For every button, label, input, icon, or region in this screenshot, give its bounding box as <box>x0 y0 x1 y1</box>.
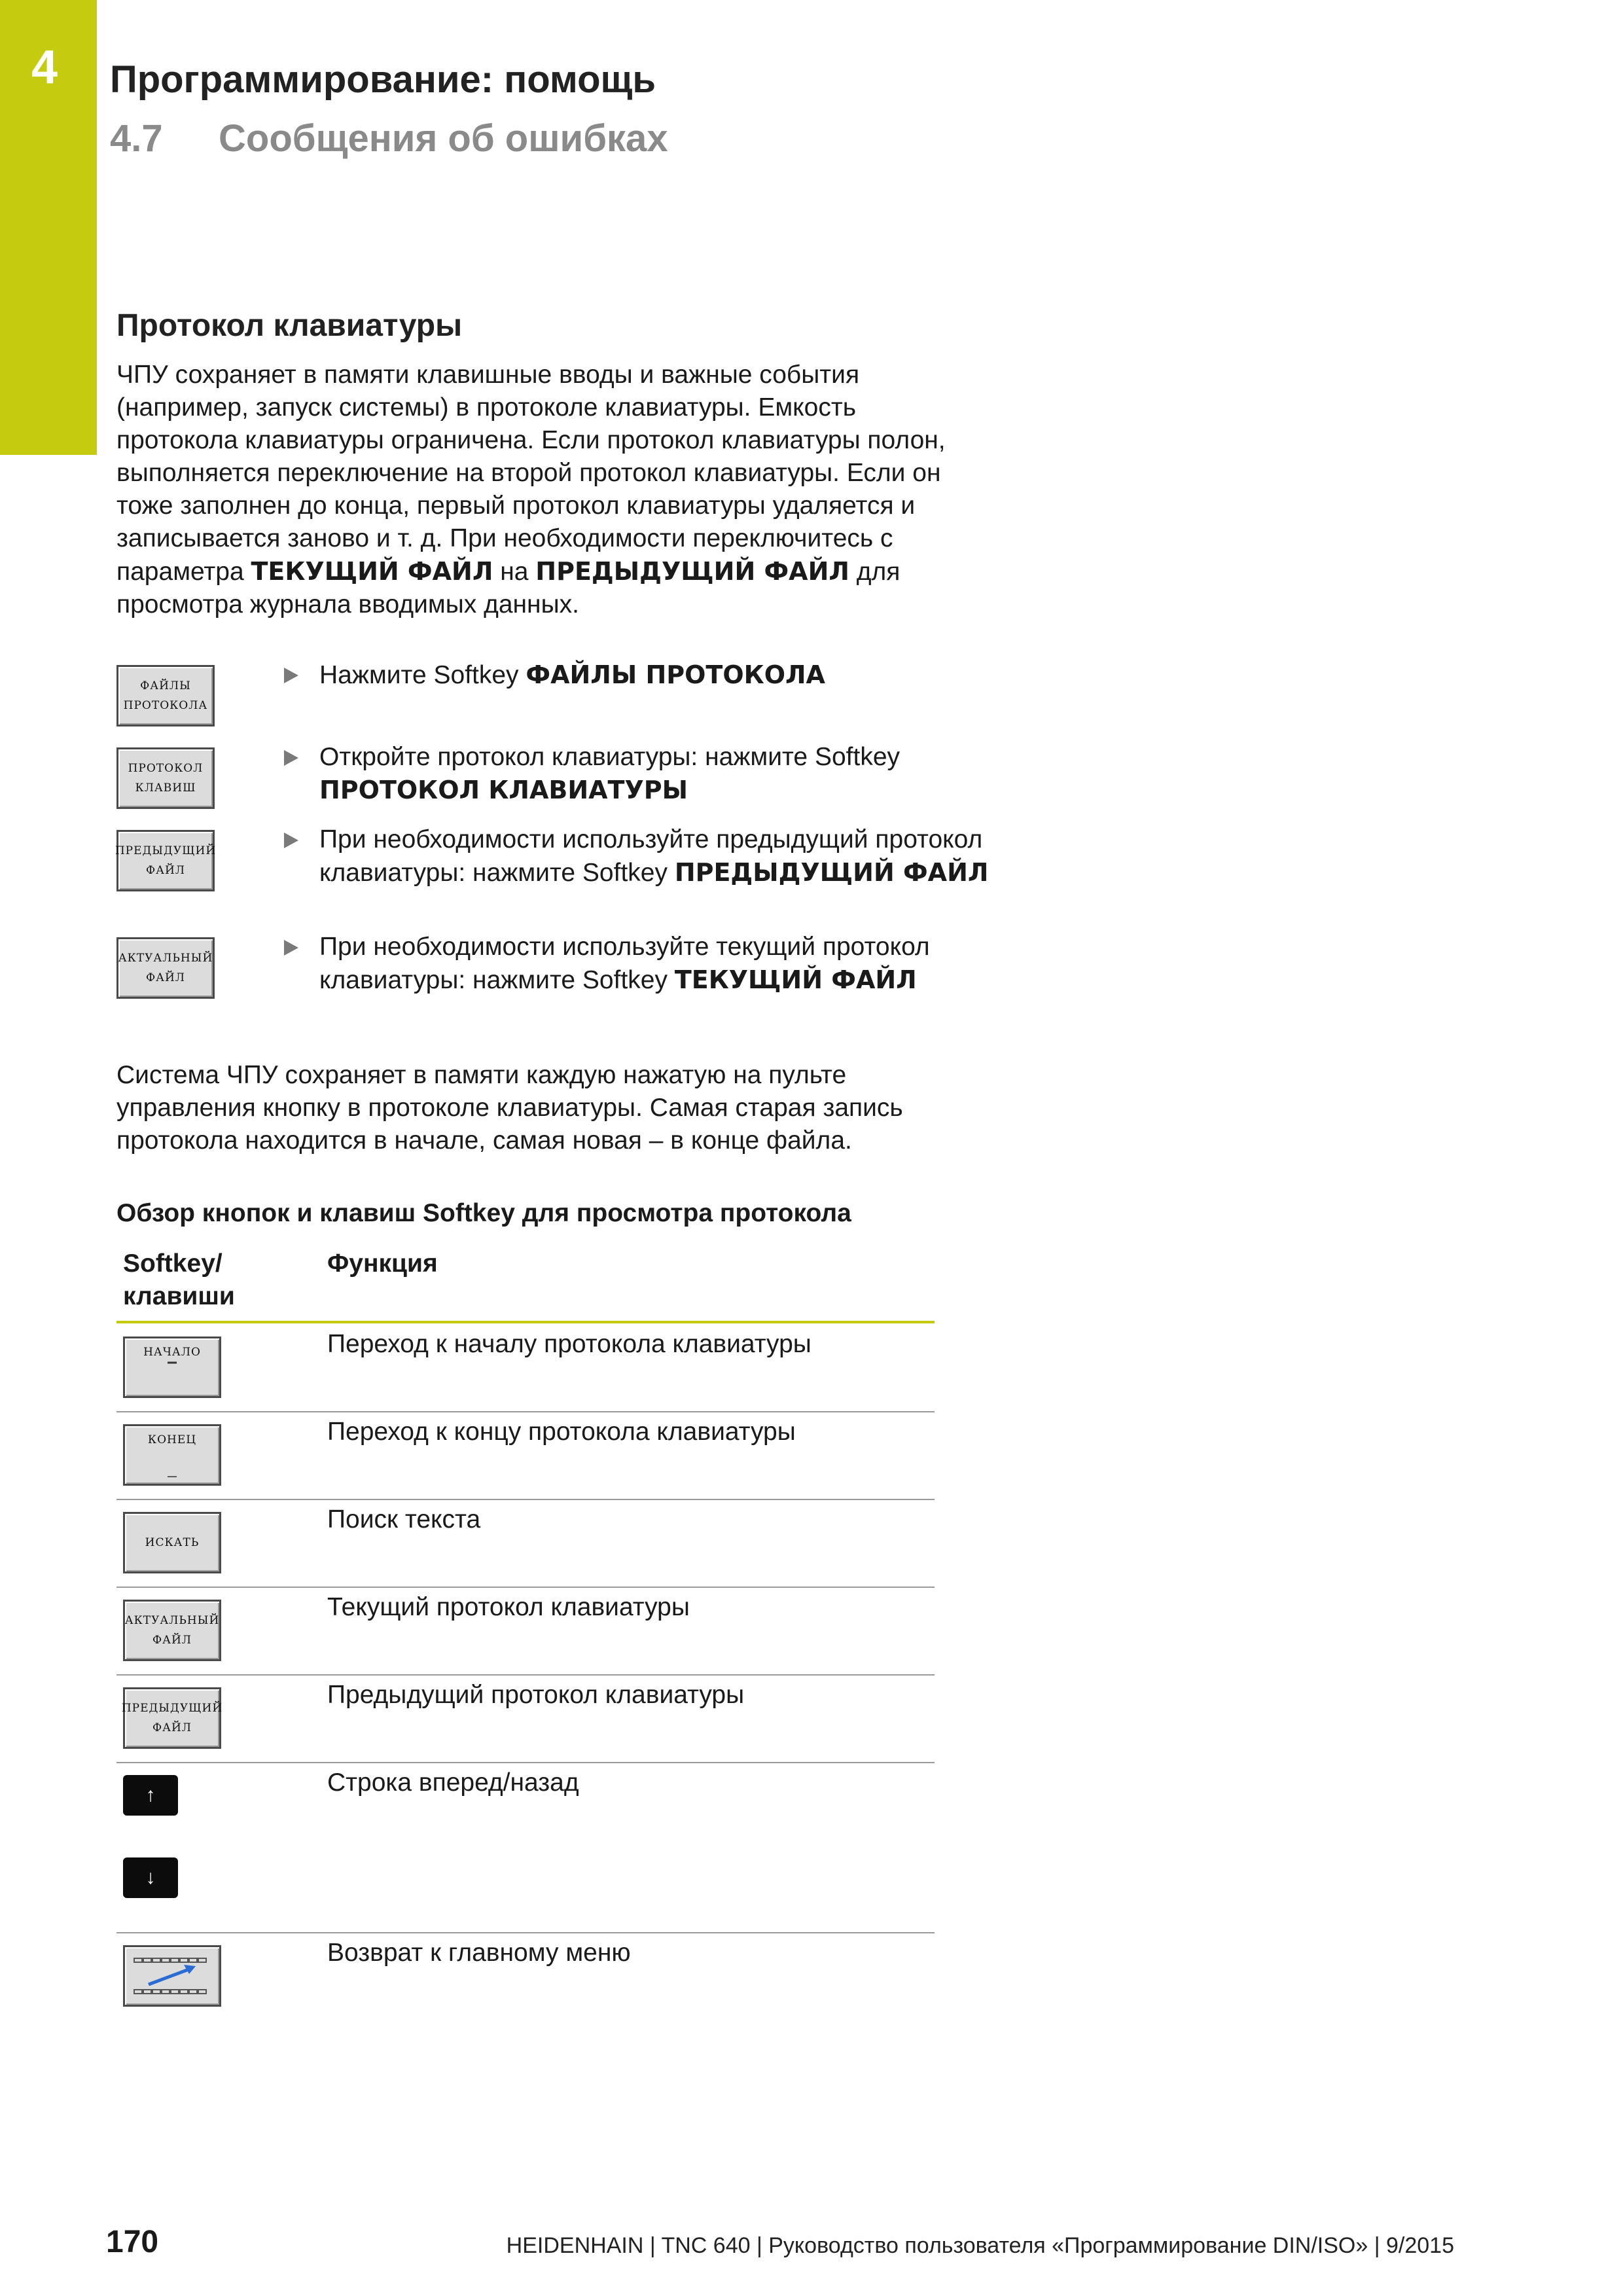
bullet-triangle-icon <box>284 668 298 683</box>
intro-bold-2: ПРЕДЫДУЩИЙ ФАЙЛ <box>535 557 849 586</box>
page-number: 170 <box>106 2225 159 2259</box>
step-text: При необходимости используйте предыдущий протокол клавиатуры: нажмите Softkey <box>319 825 983 887</box>
column-header-softkey: Softkey/ клавиши <box>123 1249 235 1310</box>
bullet-triangle-icon <box>284 750 298 766</box>
intro-bold-1: ТЕКУЩИЙ ФАЙЛ <box>251 557 493 586</box>
table-row-function: Предыдущий протокол клавиатуры <box>327 1681 745 1709</box>
arrow-down-icon <box>168 1448 177 1477</box>
footer-text: HEIDENHAIN | TNC 640 | Руководство пользователя «Программирование DIN/ISO» | 9/2015 <box>506 2233 1454 2258</box>
step-bold: ПРОТОКОЛ КЛАВИАТУРЫ <box>319 776 688 804</box>
intro-paragraph <box>116 359 961 621</box>
row-divider <box>116 1674 935 1676</box>
intro-text-3: для просмотра журнала вводимых данных. <box>116 558 901 619</box>
bullet-triangle-icon <box>284 940 298 956</box>
softkey-label: КОНЕЦ <box>147 1433 197 1446</box>
main-menu-icon <box>130 1953 214 1999</box>
table-row-function: Переход к концу протокола клавиатуры <box>327 1418 796 1446</box>
softkey-log-files[interactable] <box>116 665 215 726</box>
step-text: При необходимости используйте текущий протокол клавиатуры: нажмите Softkey <box>319 933 930 994</box>
softkey-label: ФАЙЛЫ <box>140 679 191 692</box>
softkey-current-file[interactable] <box>123 1600 221 1661</box>
step-text: Откройте протокол клавиатуры: нажмите Softkey <box>319 743 901 771</box>
table-title: Обзор кнопок и клавиш Softkey для просмотра протокола <box>116 1199 851 1227</box>
softkey-search[interactable] <box>123 1512 221 1573</box>
section-heading <box>110 117 668 160</box>
arrow-up-icon <box>168 1361 177 1390</box>
arrow-up-icon: ↑ <box>145 1784 156 1806</box>
softkey-previous-file[interactable] <box>123 1687 221 1749</box>
softkey-label: ФАЙЛ <box>146 864 185 877</box>
softkey-key-log[interactable] <box>116 747 215 809</box>
section-number: 4.7 <box>110 117 163 160</box>
row-divider <box>116 1411 935 1412</box>
softkey-label: ПРЕДЫДУЩИЙ <box>121 1702 223 1715</box>
softkey-label: КЛАВИШ <box>135 781 196 795</box>
intro-text-2: на <box>493 558 536 586</box>
table-row-function: Строка вперед/назад <box>327 1768 579 1797</box>
step-bold: ПРЕДЫДУЩИЙ ФАЙЛ <box>674 858 989 887</box>
softkey-label: ФАЙЛ <box>152 1634 192 1647</box>
table-row-function: Переход к началу протокола клавиатуры <box>327 1330 812 1358</box>
softkey-main-menu[interactable] <box>123 1945 221 2007</box>
softkey-label: АКТУАЛЬНЫЙ <box>124 1614 220 1627</box>
row-divider <box>116 1932 935 1933</box>
softkey-label: ПРОТОКОЛ <box>128 762 204 775</box>
row-divider <box>116 1587 935 1588</box>
softkey-previous-file[interactable] <box>116 830 215 891</box>
column-header-function: Функция <box>327 1249 438 1278</box>
softkey-end[interactable] <box>123 1424 221 1486</box>
arrow-down-icon: ↓ <box>145 1867 156 1888</box>
softkey-label: АКТУАЛЬНЫЙ <box>118 952 213 965</box>
key-arrow-up[interactable] <box>123 1775 178 1816</box>
chapter-tab <box>0 0 97 455</box>
softkey-label: ИСКАТЬ <box>145 1536 200 1549</box>
chapter-title: Программирование: помощь <box>110 58 656 101</box>
subheading: Протокол клавиатуры <box>116 308 463 343</box>
table-row-function: Поиск текста <box>327 1505 481 1534</box>
step-1 <box>284 658 991 692</box>
step-4 <box>284 931 991 997</box>
row-divider <box>116 1762 935 1763</box>
softkey-label: ПРОТОКОЛА <box>123 699 208 712</box>
outro-paragraph: Система ЧПУ сохраняет в памяти каждую нажатую на пульте управления кнопку в протоколе клавиатуры. Самая старая запись протокола находится в начале, самая новая – в конце файла. <box>116 1061 903 1155</box>
bullet-triangle-icon <box>284 833 298 848</box>
softkey-label: ФАЙЛ <box>146 971 185 984</box>
key-arrow-down[interactable] <box>123 1857 178 1898</box>
table-header-rule <box>116 1321 935 1323</box>
softkey-label: ФАЙЛ <box>152 1721 192 1734</box>
table-row-function: Возврат к главному меню <box>327 1939 631 1967</box>
softkey-label: ПРЕДЫДУЩИЙ <box>115 844 217 857</box>
softkey-label: НАЧАЛО <box>143 1346 201 1359</box>
intro-text-1: ЧПУ сохраняет в памяти клавишные вводы и важные события (например, запуск системы) в протоколе клавиатуры. Емкость протокола клавиатуры ограничена. Если протокол клавиатуры полон, выполняется переключение на второй протокол клавиатуры. Если он тоже заполнен до конца, первый протокол клавиатуры удаляется и записывается заново и т. д. При необходимости переключитесь с параметра <box>116 361 946 586</box>
chapter-number: 4 <box>31 41 58 94</box>
row-divider <box>116 1499 935 1500</box>
step-3 <box>284 823 991 889</box>
step-bold: ФАЙЛЫ ПРОТОКОЛА <box>526 660 825 689</box>
section-title: Сообщения об ошибках <box>219 117 668 160</box>
softkey-begin[interactable] <box>123 1336 221 1398</box>
step-text: Нажмите Softkey <box>319 661 526 689</box>
table-row-function: Текущий протокол клавиатуры <box>327 1593 690 1621</box>
step-2 <box>284 741 991 807</box>
step-bold: ТЕКУЩИЙ ФАЙЛ <box>674 965 917 994</box>
softkey-current-file[interactable] <box>116 937 215 999</box>
